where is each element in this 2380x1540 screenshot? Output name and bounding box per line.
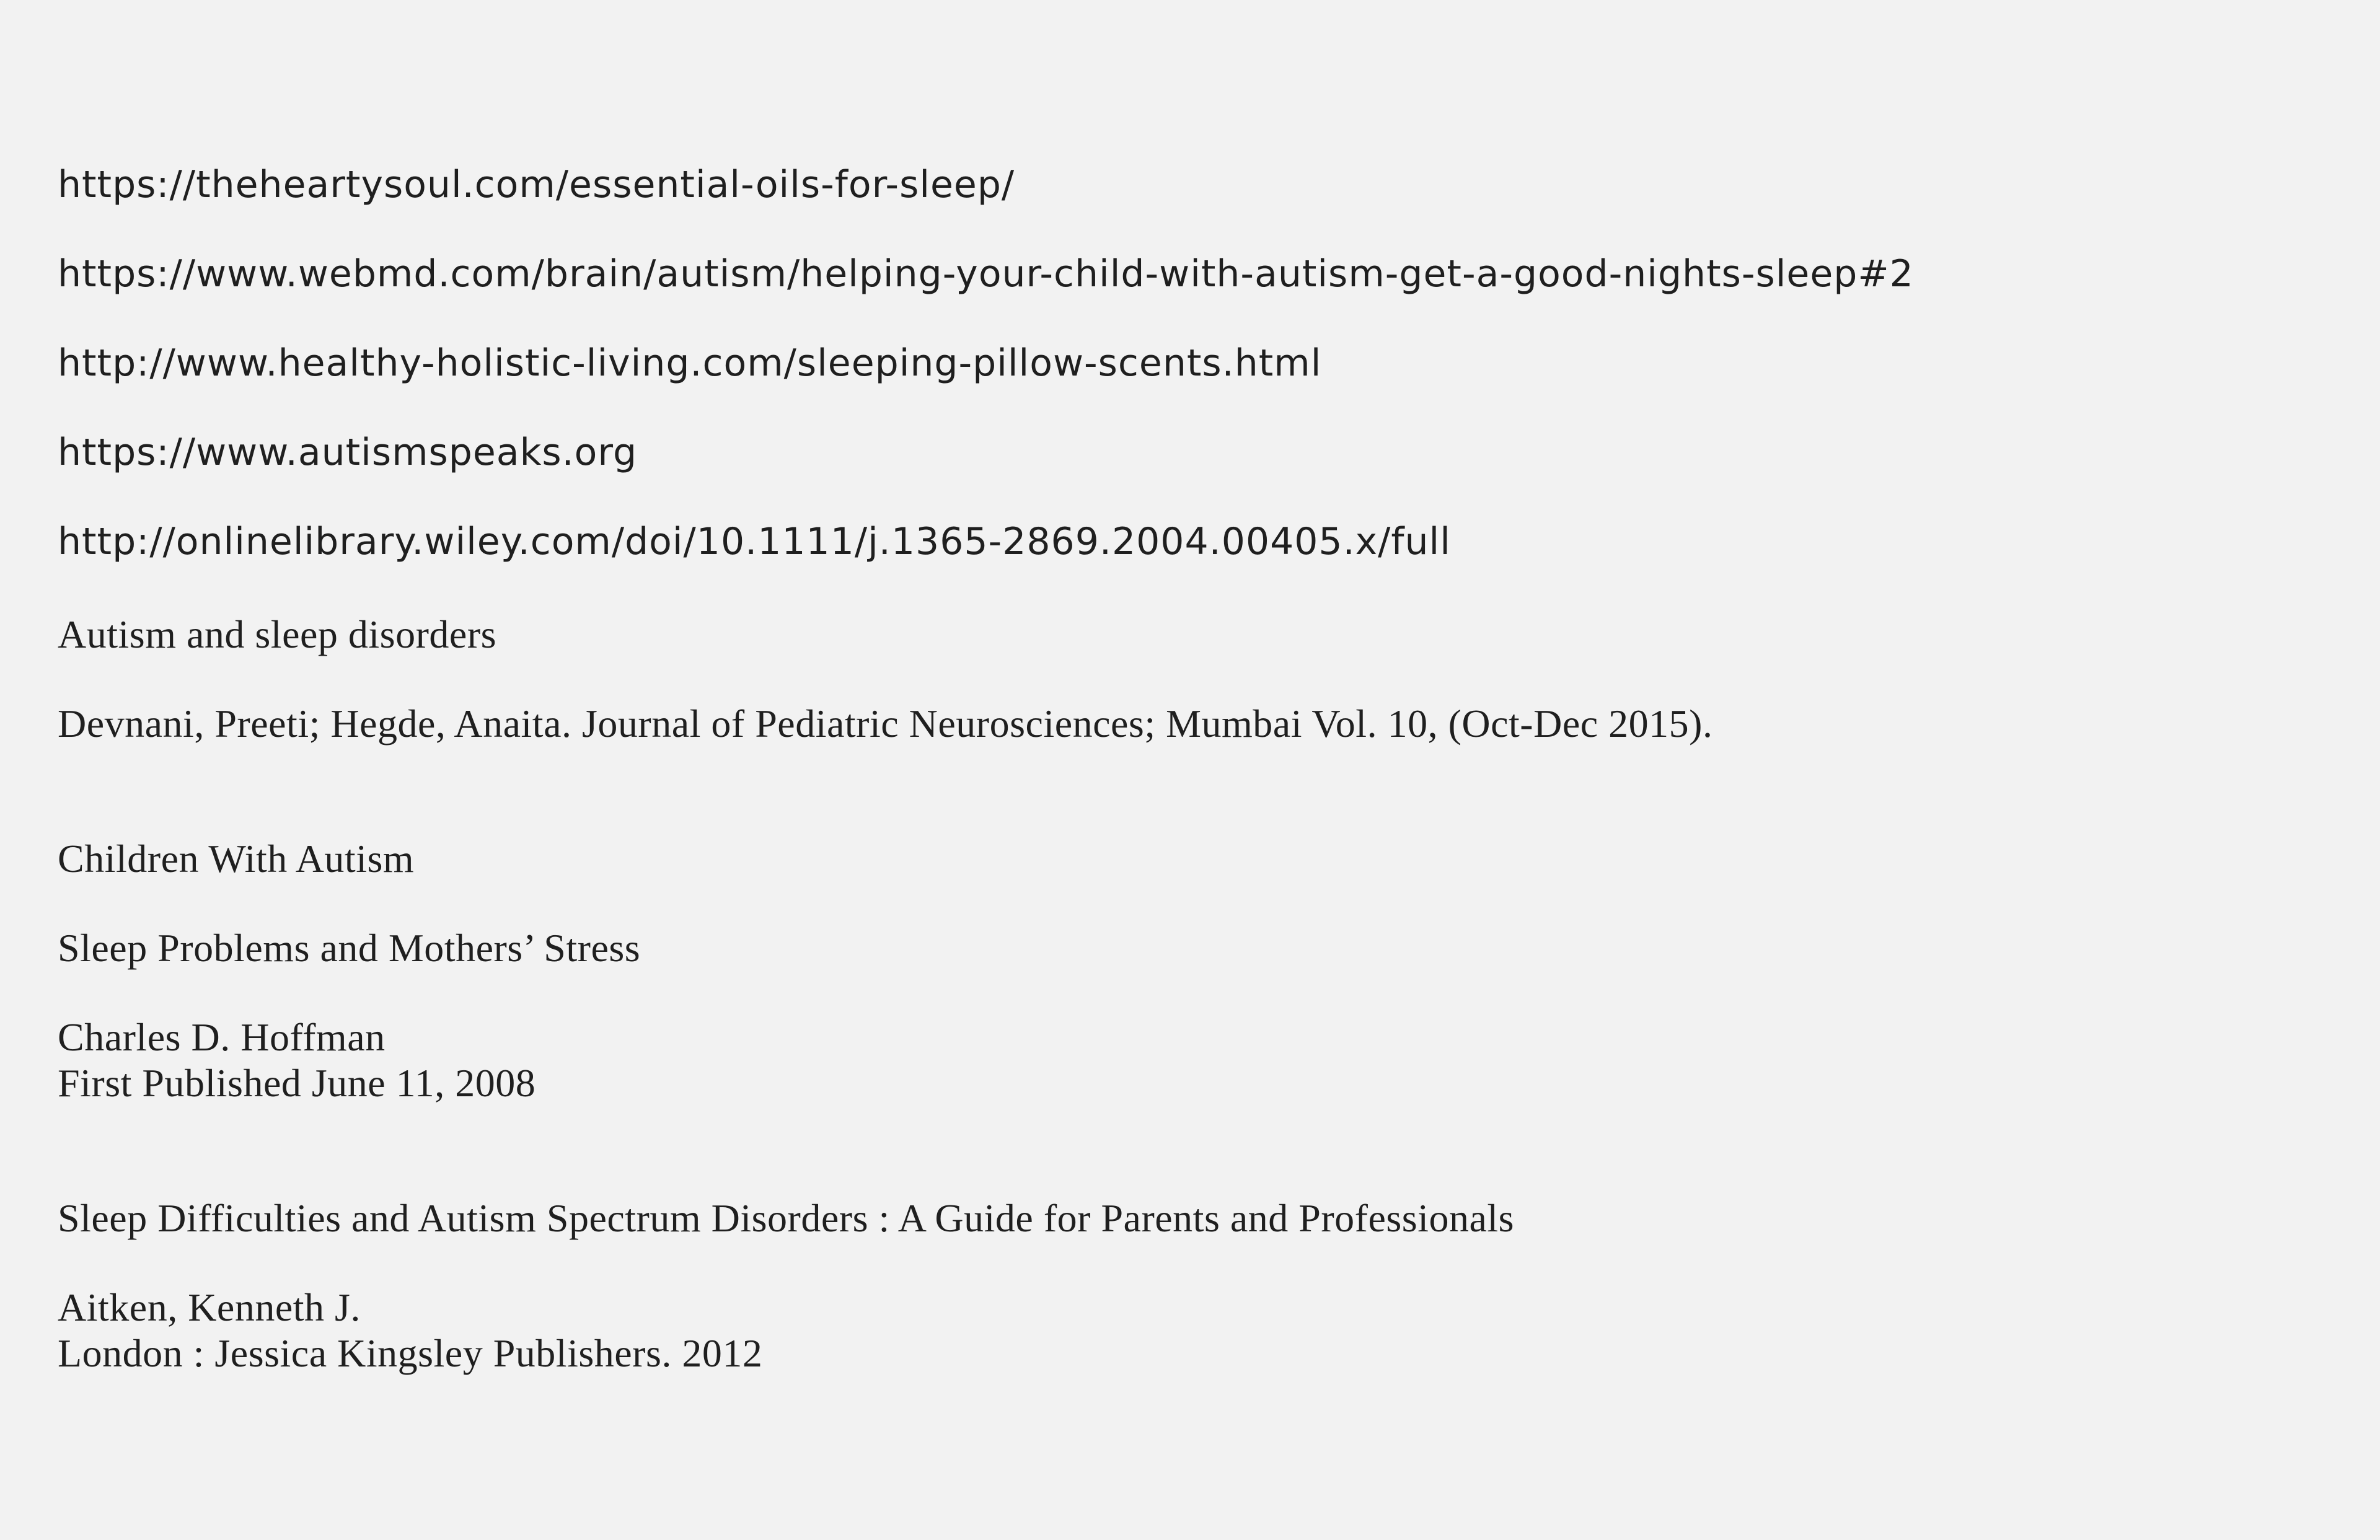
reference-title: Sleep Difficulties and Autism Spectrum Disorders : A Guide for Parents and Professionals — [58, 1196, 1515, 1240]
reference-author: Aitken, Kenneth J. — [58, 1285, 361, 1329]
reference-author: Charles D. Hoffman — [58, 1015, 386, 1059]
reference-link[interactable]: http://www.healthy-holistic-living.com/sleeping-pillow-scents.html — [58, 341, 1322, 385]
reference-publisher: London : Jessica Kingsley Publishers. 2012 — [58, 1331, 763, 1375]
reference-series: Children With Autism — [58, 837, 415, 881]
reference-citation: Devnani, Preeti; Hegde, Anaita. Journal of Pediatric Neurosciences; Mumbai Vol. 10, (Oct-Dec 2015). — [58, 702, 1713, 746]
reference-link[interactable]: http://onlinelibrary.wiley.com/doi/10.1111/j.1365-2869.2004.00405.x/full — [58, 520, 1451, 563]
reference-title: Sleep Problems and Mothers’ Stress — [58, 926, 641, 970]
reference-link[interactable]: https://www.webmd.com/brain/autism/helping-your-child-with-autism-get-a-good-nights-sleep#2 — [58, 252, 1914, 296]
reference-published-date: First Published June 11, 2008 — [58, 1061, 536, 1105]
reference-title: Autism and sleep disorders — [58, 612, 496, 656]
reference-link[interactable]: https://www.autismspeaks.org — [58, 431, 638, 474]
reference-link[interactable]: https://theheartysoul.com/essential-oils-for-sleep/ — [58, 163, 1015, 206]
